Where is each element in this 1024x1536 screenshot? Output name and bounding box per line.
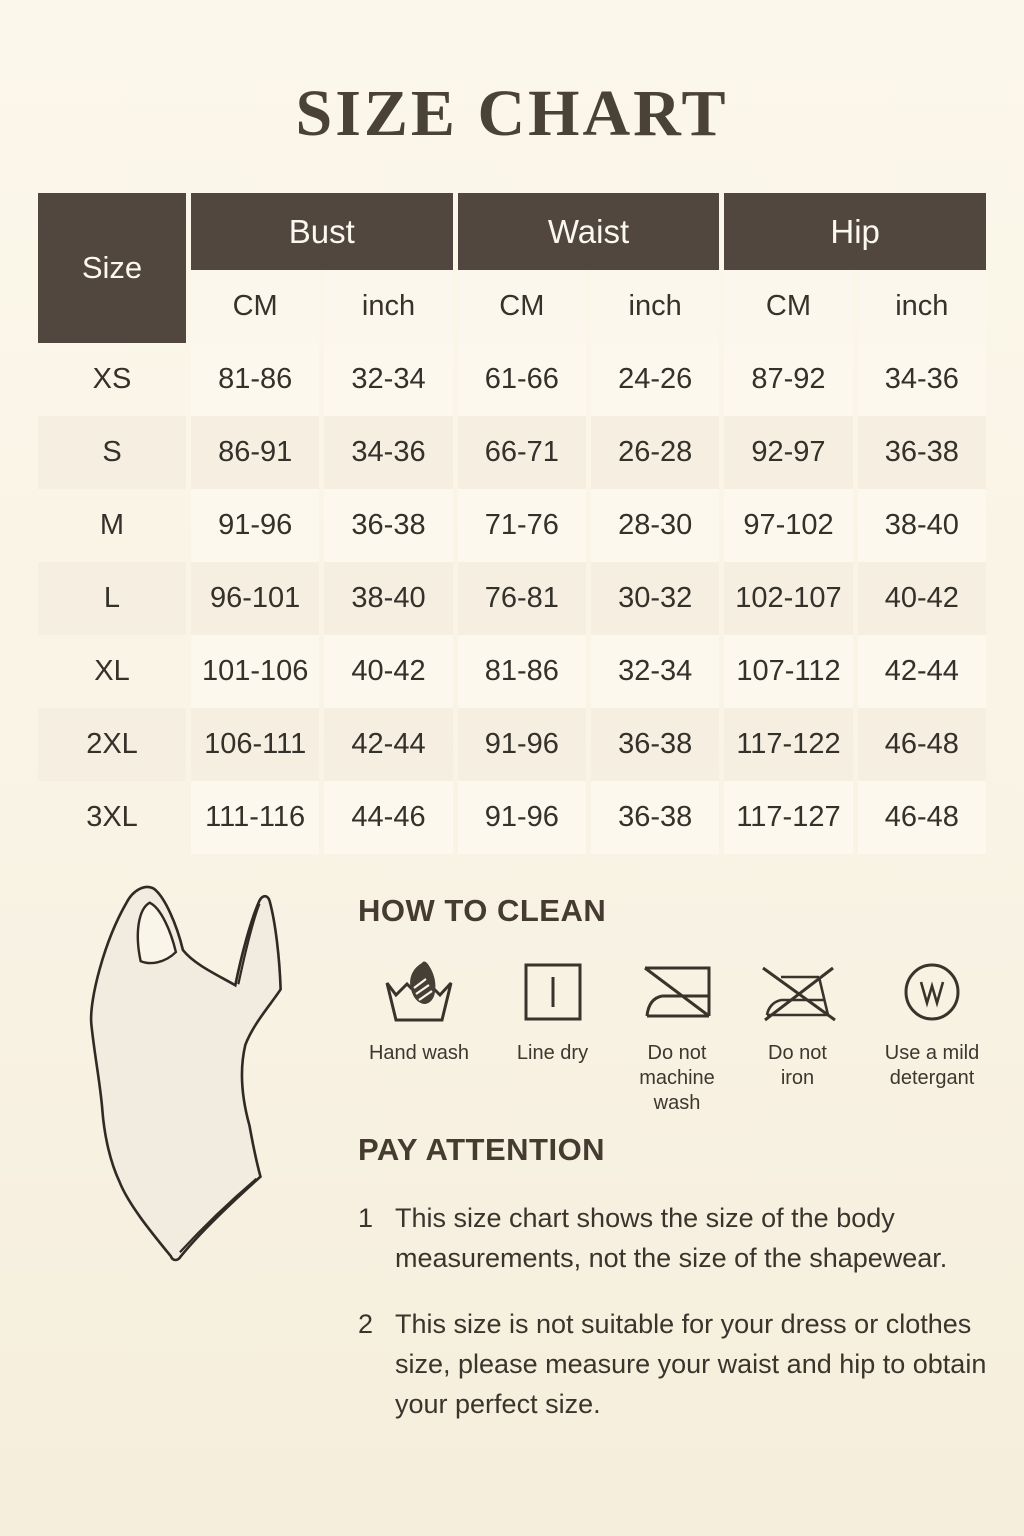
table-row-s: S 86-91 34-36 66-71 26-28 92-97 36-38 bbox=[38, 416, 986, 489]
care-item-line-dry bbox=[501, 956, 605, 1066]
column-header-bust: Bust bbox=[191, 193, 453, 270]
note-number: 2 bbox=[358, 1309, 374, 1339]
care-label: Line dry bbox=[516, 1042, 589, 1064]
care-item-hand-wash bbox=[358, 956, 480, 1066]
how-to-clean-heading: HOW TO CLEAN bbox=[358, 893, 607, 928]
unit-bust-cm: CM bbox=[191, 270, 319, 343]
unit-waist-inch: inch bbox=[591, 270, 719, 343]
unit-hip-cm: CM bbox=[724, 270, 852, 343]
note-number: 1 bbox=[358, 1203, 374, 1233]
note-item-2 bbox=[358, 1304, 1006, 1424]
pay-attention-section bbox=[358, 1132, 1006, 1450]
care-item-mild-detergent bbox=[866, 956, 998, 1091]
bodysuit-illustration bbox=[52, 872, 334, 1296]
column-header-hip: Hip bbox=[724, 193, 986, 270]
unit-bust-inch: inch bbox=[324, 270, 452, 343]
notes-list bbox=[358, 1198, 1006, 1424]
unit-hip-inch: inch bbox=[858, 270, 986, 343]
do-not-machine-wash-icon bbox=[625, 956, 729, 1028]
hand-wash-icon bbox=[358, 956, 480, 1028]
table-header-row bbox=[38, 193, 986, 270]
care-label: Do not iron bbox=[768, 1042, 827, 1089]
table-row-xs: XS 81-86 32-34 61-66 24-26 87-92 34-36 bbox=[38, 343, 986, 416]
note-text: This size chart shows the size of the body measurements, not the size of the shapewear. bbox=[395, 1203, 948, 1273]
table-row-3xl: 3XL 111-116 44-46 91-96 36-38 117-127 46-48 bbox=[38, 781, 986, 854]
page-title: SIZE CHART bbox=[295, 77, 729, 150]
care-label: Do not machine wash bbox=[639, 1042, 715, 1114]
pay-attention-heading: PAY ATTENTION bbox=[358, 1132, 606, 1167]
size-table bbox=[33, 193, 991, 854]
care-item-do-not-machine-wash bbox=[625, 956, 729, 1116]
care-icons-row bbox=[358, 956, 998, 1116]
column-header-waist: Waist bbox=[458, 193, 720, 270]
mild-detergent-icon bbox=[866, 956, 998, 1028]
table-row-xl: XL 101-106 40-42 81-86 32-34 107-112 42-44 bbox=[38, 635, 986, 708]
unit-waist-cm: CM bbox=[458, 270, 586, 343]
line-dry-icon bbox=[501, 956, 605, 1028]
table-row-m: M 91-96 36-38 71-76 28-30 97-102 38-40 bbox=[38, 489, 986, 562]
note-text: This size is not suitable for your dress or clothes size, please measure your waist and hip to obtain your perfect size. bbox=[395, 1309, 987, 1419]
table-row-2xl: 2XL 106-111 42-44 91-96 36-38 117-122 46-48 bbox=[38, 708, 986, 781]
do-not-iron-icon bbox=[750, 956, 846, 1028]
column-header-size: Size bbox=[38, 193, 186, 343]
note-item-1 bbox=[358, 1198, 1006, 1278]
care-label: Hand wash bbox=[368, 1042, 470, 1064]
table-row-l: L 96-101 38-40 76-81 30-32 102-107 40-42 bbox=[38, 562, 986, 635]
care-item-do-not-iron bbox=[750, 956, 846, 1091]
care-label: Use a mild detergant bbox=[884, 1042, 980, 1089]
how-to-clean-section bbox=[358, 893, 1006, 1116]
